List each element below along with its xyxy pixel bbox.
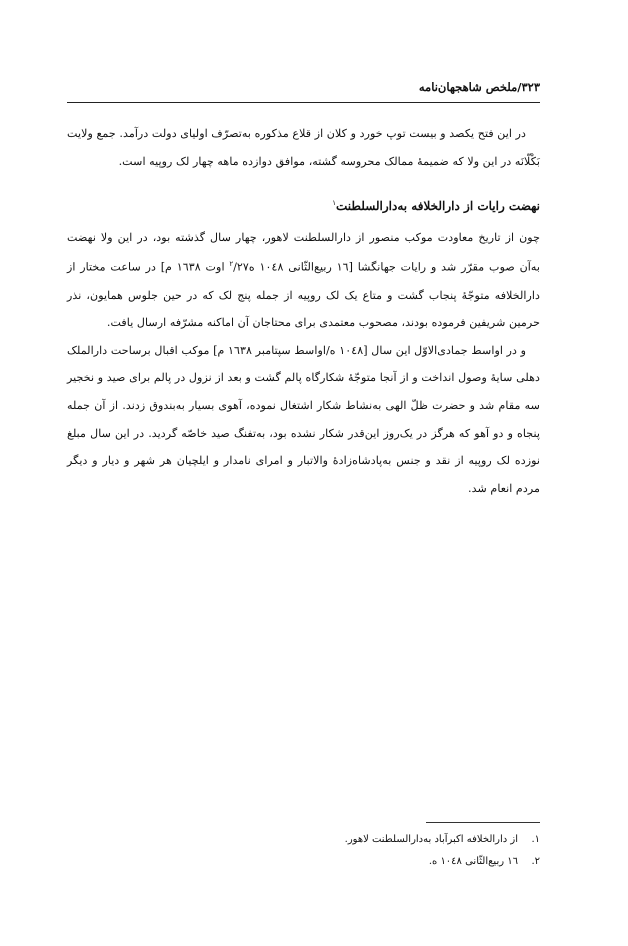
section-heading — [67, 190, 540, 221]
footnote-text: از دارالخلافه اکبرآباد به‌دارالسلطنت لاهور. — [344, 834, 518, 845]
paragraph-conquest: در این فتح یکصد و بیست توپ خورد و کلان از قلاع مذکوره به‌تصرّف اولیای دولت درآمد. جمع ولایت بَکْلّانَه در این ولا که ضمیمهٔ ممالک محروسه گشته، موافق دوازده ماهه چهار لک روپیه است. — [67, 127, 540, 168]
paragraph-departure-part1: چون از تاریخ معاودت موکب منصور از دارالسلطنت لاهور، چهار سال گذشته بود، در این ولا نهضت به‌آن صوب مقرّر شد و رایات جهانگشا [١٦ ربیع‌الثّانی ١٠٤٨ ه — [67, 230, 541, 275]
section-heading-text: نهضت رایات از دارالخلافه به‌دارالسلطنت — [335, 199, 540, 214]
running-header — [67, 78, 540, 103]
paragraph-departure — [67, 224, 540, 337]
paragraph-hunting: و در اواسط جمادی‌الاوّل این سال [١٠٤٨ ه/اواسط سپتامبر ١٦٣٨ م] موکب اقبال برساحت دارالملک دهلی سایهٔ وصول انداخت و از آنجا متوجّهٔ شکارگاه پالم گشت و بعد از نزول در پالم برای صید و نخجیر سه مقام شد و حضرت ظلّ الهی به‌نشاط شکار اشتغال نموده، آهوی بسیار به‌بندوق زدند. از آن جمله پنجاه و دو آهو که هرگز در یک‌روز این‌قدر شکار نشده بود، به‌تفنگ صید خاصّه گردید. در این سال مبلغ نوزده لک روپیه از نقد و جنس به‌پادشاه‌زادهٔ والاتبار و امرای نامدار و ایلچیان هر شهر و دیار و دیگر مردم انعام شد. — [67, 343, 540, 495]
footnote-number: ٢. — [531, 856, 540, 867]
footnote-item — [67, 829, 540, 851]
footnotes — [67, 829, 540, 873]
footnote-item — [67, 851, 540, 873]
main-text — [67, 120, 540, 502]
footnote-ref-1: ١ — [332, 199, 336, 208]
paragraph-departure-part2: /٢٧ اوت ١٦٣٨ م] در ساعت مختار از دارالخلافه متوجّهٔ پنجاب گشت و متاع یک لک روپیه از جمله پنج لک که در حین جلوس همایون، نذر حرمین شریفین فرموده بودند، مصحوب معتمدی برای محتاجان آن اماکنه مشرّفه ارسال یافت. — [67, 261, 540, 330]
footnote-text: ١٦ ربیع‌الثّانی ١٠٤٨ ه. — [428, 856, 518, 867]
footnote-number: ١. — [531, 834, 540, 845]
footnote-separator — [426, 822, 540, 823]
running-title: ٣٢٣/ملخص شاهجهان‌نامه — [418, 80, 540, 94]
footnote-ref-2: ٢ — [229, 260, 234, 269]
